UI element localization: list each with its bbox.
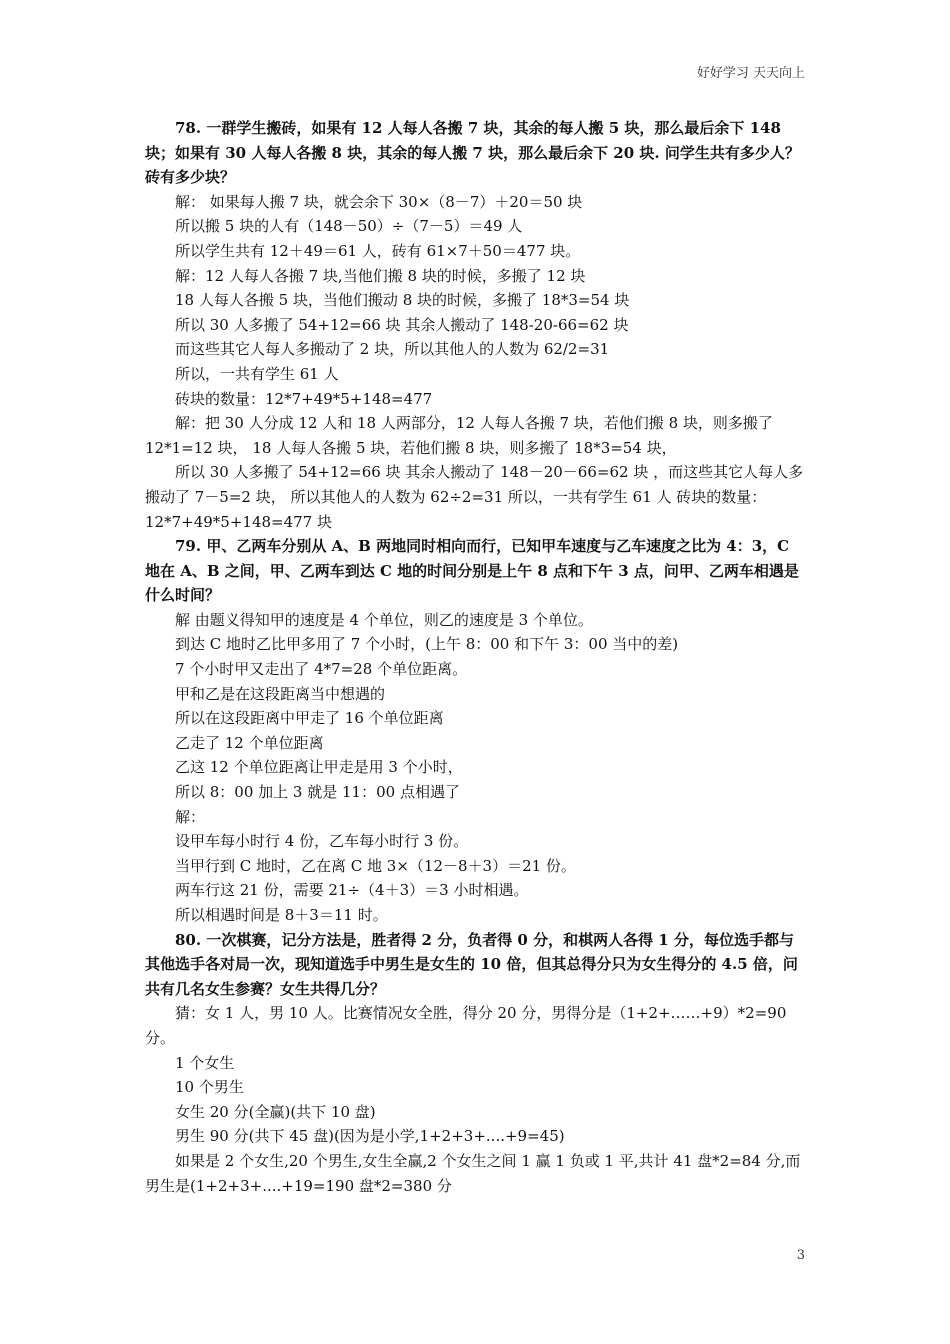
solution-line: 所以相遇时间是 8＋3＝11 时。 (175, 906, 388, 924)
solution-line: 所以学生共有 12＋49＝61 人，砖有 61×7＋50＝477 块。 (175, 241, 581, 260)
solution-line: 所以搬 5 块的人有（148－50）÷（7－5）＝49 人 (175, 217, 523, 236)
solution-line: 到达 C 地时乙比甲多用了 7 个小时，(上午 8：00 和下午 3：00 当中的差) (175, 635, 679, 654)
solution-line: 所以，一共有学生 61 人 (175, 364, 339, 383)
solution-line: 两车行这 21 份，需要 21÷（4＋3）＝3 小时相遇。 (175, 881, 529, 900)
solution-line: 1 个女生 (175, 1053, 235, 1072)
solution-line: 所以 8：00 加上 3 就是 11：00 点相遇了 (175, 783, 460, 802)
solution-paragraph: 解：把 30 人分成 12 人和 18 人两部分，12 人每人各搬 7 块，若他们搬 8 块，则多搬了 12*1=12 块， 18 人每人各搬 5 块，若他们搬 8 块，则多搬了 18*3=54 块， (145, 414, 773, 457)
question-79: 79. 甲、乙两车分别从 A、B 两地同时相向而行，已知甲车速度与乙车速度之比为 4：3，C 地在 A、B 之间，甲、乙两车到达 C 地的时间分别是上午 8 点和下午 3 点，问甲、乙两车相遇是什么时间？ (145, 537, 799, 605)
solution-line: 甲和乙是在这段距离当中想遇的 (175, 684, 386, 703)
solution-line: 当甲行到 C 地时，乙在离 C 地 3×（12－8＋3）＝21 份。 (175, 856, 576, 875)
solution-line: 女生 20 分(全赢)(共下 10 盘) (175, 1102, 376, 1121)
question-78: 78. 一群学生搬砖，如果有 12 人每人各搬 7 块，其余的每人搬 5 块，那么最后余下 148 块；如果有 30 人每人各搬 8 块，其余的每人搬 7 块，那么最后余下 20 块. 问学生共有多少人？砖有多少块？ (145, 119, 800, 187)
solution-line: 而这些其它人每人多搬动了 2 块，所以其他人的人数为 62/2=31 (175, 340, 610, 359)
solution-line: 所以在这段距离中甲走了 16 个单位距离 (175, 709, 444, 728)
page-number: 3 (796, 1248, 805, 1263)
solution-line: 男生 90 分(共下 45 盘)(因为是小学,1+2+3+....+9=45) (175, 1127, 565, 1146)
solution-line: 砖块的数量：12*7+49*5+148=477 (175, 389, 433, 408)
solution-paragraph: 所以 30 人多搬了 54+12=66 块 其余人搬动了 148－20－66=62 块 ，而这些其它人每人多搬动了 7－5=2 块， 所以其他人的人数为 62÷2=31 所以，一共有学生 61 人 砖块的数量：12*7+49*5+148=477 块 (145, 463, 804, 531)
solution-line: 7 个小时甲又走出了 4*7=28 个单位距离。 (175, 660, 468, 679)
solution-line: 解： (175, 807, 206, 826)
solution-line: 乙这 12 个单位距离让甲走是用 3 个小时， (175, 758, 463, 777)
solution-line: 解 由题义得知甲的速度是 4 个单位，则乙的速度是 3 个单位。 (175, 610, 593, 629)
solution-line: 所以 30 人多搬了 54+12=66 块 其余人搬动了 148-20-66=62 块 (175, 315, 629, 334)
document-body (145, 116, 807, 1198)
solution-line: 解： 如果每人搬 7 块，就会余下 30×（8－7）＋20＝50 块 (175, 192, 583, 211)
question-80: 80. 一次棋赛，记分方法是，胜者得 2 分，负者得 0 分，和棋两人各得 1 分，每位选手都与其他选手各对局一次，现知道选手中男生是女生的 10 倍，但其总得分只为女生得分的 4.5 倍，问共有几名女生参赛？女生共得几分？ (145, 930, 798, 998)
solution-line: 18 人每人各搬 5 块，当他们搬动 8 块的时候，多搬了 18*3=54 块 (175, 291, 630, 310)
solution-line: 10 个男生 (175, 1078, 244, 1097)
solution-paragraph: 猜：女 1 人，男 10 人。比赛情况女全胜，得分 20 分，男得分是（1+2+……+9）*2=90 分。 (145, 1004, 787, 1047)
solution-line: 乙走了 12 个单位距离 (175, 733, 324, 752)
solution-line: 解：12 人每人各搬 7 块,当他们搬 8 块的时候，多搬了 12 块 (175, 266, 586, 285)
solution-line: 设甲车每小时行 4 份，乙车每小时行 3 份。 (175, 832, 469, 851)
page-header: 好好学习 天天向上 (696, 66, 805, 81)
solution-paragraph: 如果是 2 个女生,20 个男生,女生全赢,2 个女生之间 1 赢 1 负或 1 平,共计 41 盘*2=84 分,而男生是(1+2+3+....+19=190 盘*2=380 分 (145, 1151, 801, 1195)
